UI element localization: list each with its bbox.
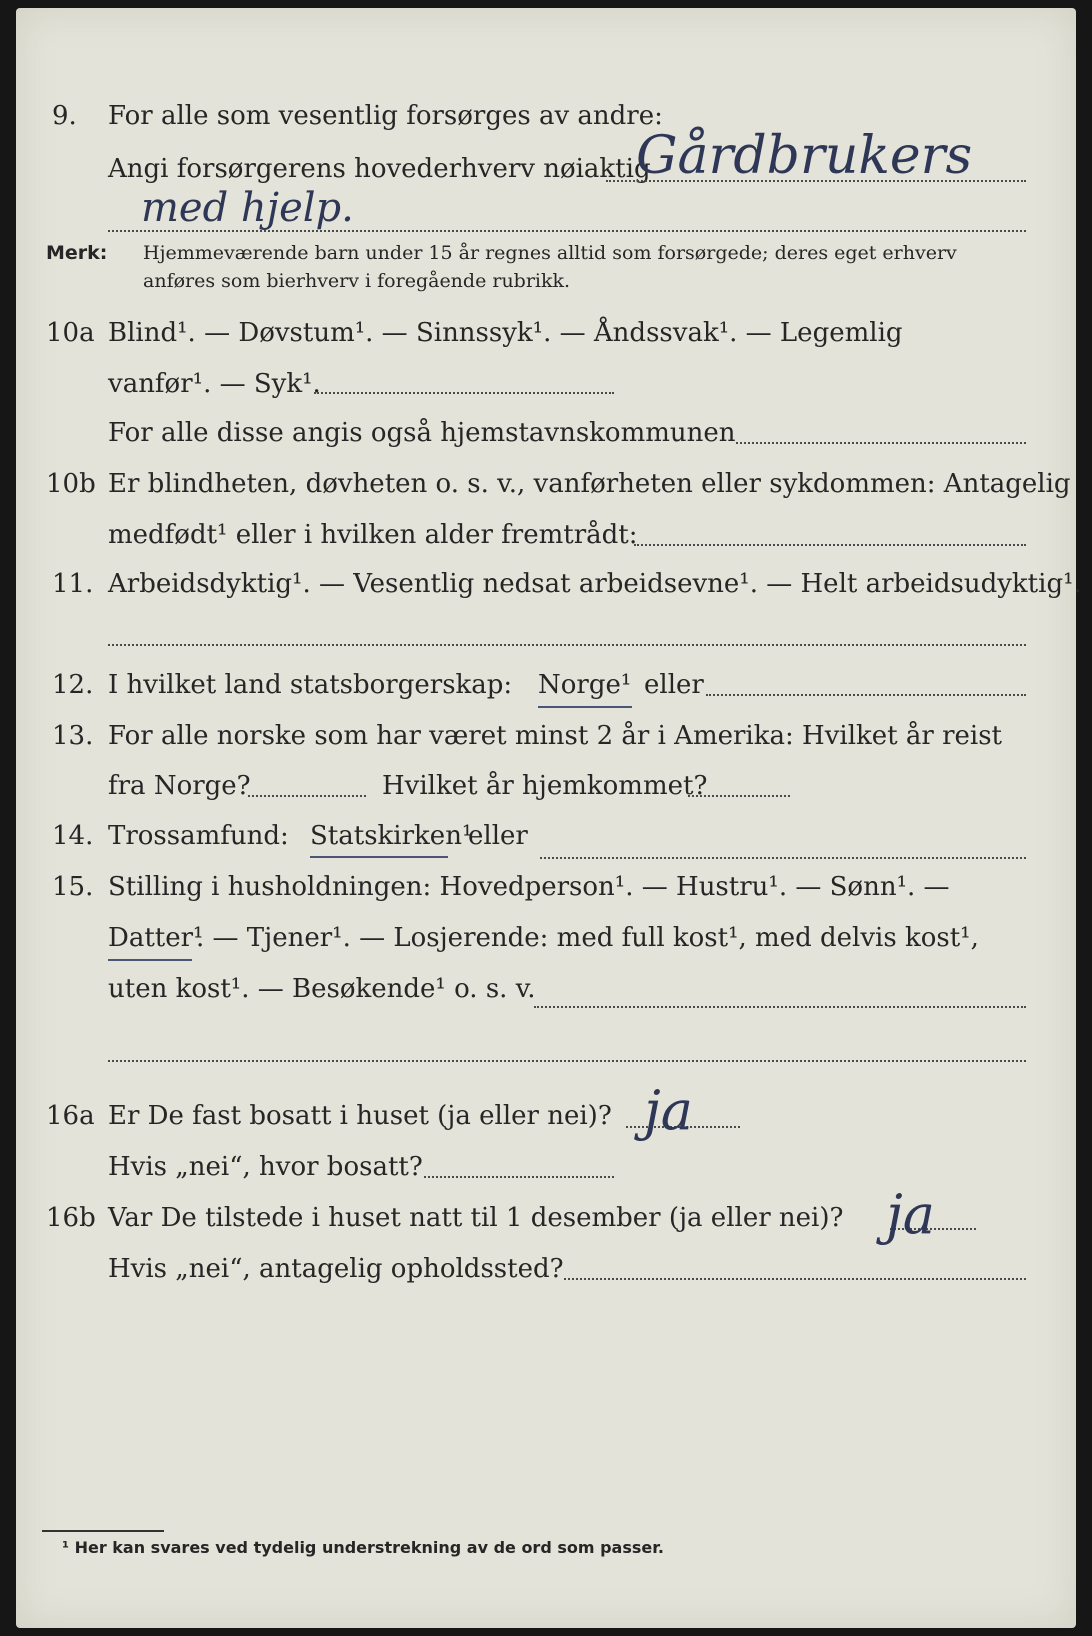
q13-year-returned-line: [688, 795, 790, 797]
q9-line2: Angi forsørgerens hovederhverv nøiaktig: [108, 154, 651, 184]
q13-number: 13.: [52, 721, 94, 751]
q16a-handwritten-answer: ja: [644, 1079, 693, 1142]
q13-line1: For alle norske som har været minst 2 år i Amerika: Hvilket år reist: [108, 721, 1002, 751]
merk-line1: Hjemmeværende barn under 15 år regnes alltid som forsørgede; deres eget erhverv: [143, 242, 957, 264]
q11-line1: Arbeidsdyktig¹. — Vesentlig nedsat arbeidsevne¹. — Helt arbeidsudyktig¹.: [108, 569, 1082, 599]
q11-answer-line: [108, 644, 1026, 646]
q14-suffix: eller: [468, 821, 528, 851]
q15-answer-line: [534, 1006, 1026, 1008]
q12-choice-norge: Norge¹: [538, 670, 632, 700]
q15-line1: Stilling i husholdningen: Hovedperson¹. — Hustru¹. — Sønn¹. —: [108, 872, 950, 902]
footnote-rule: [42, 1530, 164, 1532]
q13-line2b: Hvilket år hjemkommet?: [382, 771, 708, 801]
q16b-line1: Var De tilstede i huset natt til 1 desember (ja eller nei)?: [108, 1203, 844, 1233]
q16b-line2: Hvis „nei“, antagelig opholdssted?: [108, 1254, 564, 1284]
q12-prefix: I hvilket land statsborgerskap:: [108, 670, 513, 700]
q10a-number: 10a: [46, 318, 95, 348]
q10a-kommune-line: [736, 442, 1026, 444]
q14-choice-underline: [310, 856, 448, 858]
q16a-bosatt-line: [424, 1176, 614, 1178]
footnote: ¹ Her kan svares ved tydelig understrekning av de ord som passer.: [62, 1538, 664, 1557]
q10a-answer-line: [314, 392, 614, 394]
q16a-number: 16a: [46, 1101, 95, 1131]
q11-number: 11.: [52, 569, 94, 599]
q16b-answer-line2: [564, 1278, 1026, 1280]
q15-line2: . — Tjener¹. — Losjerende: med full kost¹, med delvis kost¹,: [196, 923, 979, 953]
q10a-line3: For alle disse angis også hjemstavnskommunen: [108, 418, 736, 448]
q10b-line2: medfødt¹ eller i hvilken alder fremtrådt:: [108, 520, 638, 550]
q9-handwritten-answer1: Gårdbrukers: [636, 126, 973, 186]
q14-answer-line: [540, 857, 1026, 859]
q10b-line1: Er blindheten, døvheten o. s. v., vanførheten eller sykdommen: Antagelig: [108, 469, 1071, 499]
q15-line3: uten kost¹. — Besøkende¹ o. s. v.: [108, 974, 536, 1004]
q15-number: 15.: [52, 872, 94, 902]
q14-prefix: Trossamfund:: [108, 821, 289, 851]
q13-year-left-line: [248, 795, 366, 797]
q15-choice-datter: Datter¹: [108, 923, 204, 953]
q9-handwritten-answer2: med hjelp.: [141, 185, 354, 231]
q9-number: 9.: [52, 101, 77, 131]
q9-line1: For alle som vesentlig forsørges av andre:: [108, 101, 663, 131]
q10a-line1: Blind¹. — Døvstum¹. — Sinnssyk¹. — Åndssvak¹. — Legemlig: [108, 318, 903, 348]
q12-choice-underline: [538, 706, 632, 708]
q15-choice-underline: [108, 959, 192, 961]
q12-suffix: eller: [644, 670, 704, 700]
q16a-line1: Er De fast bosatt i huset (ja eller nei)?: [108, 1101, 612, 1131]
q16b-number: 16b: [46, 1203, 96, 1233]
merk-line2: anføres som bierhverv i foregående rubrikk.: [143, 270, 571, 292]
q10b-answer-line: [634, 544, 1026, 546]
q14-number: 14.: [52, 821, 94, 851]
q16a-line2: Hvis „nei“, hvor bosatt?: [108, 1152, 423, 1182]
q14-choice-statskirken: Statskirken¹: [310, 821, 473, 851]
q10b-number: 10b: [46, 469, 96, 499]
q12-number: 12.: [52, 670, 94, 700]
q10a-line2: vanfør¹. — Syk¹.: [108, 369, 321, 399]
q13-line2a: fra Norge?: [108, 771, 251, 801]
merk-label: Merk:: [46, 242, 108, 264]
q15-answer-line2: [108, 1060, 1026, 1062]
census-form-page: [16, 8, 1082, 1628]
q12-answer-line: [706, 694, 1026, 696]
q16b-handwritten-answer: ja: [886, 1183, 935, 1246]
